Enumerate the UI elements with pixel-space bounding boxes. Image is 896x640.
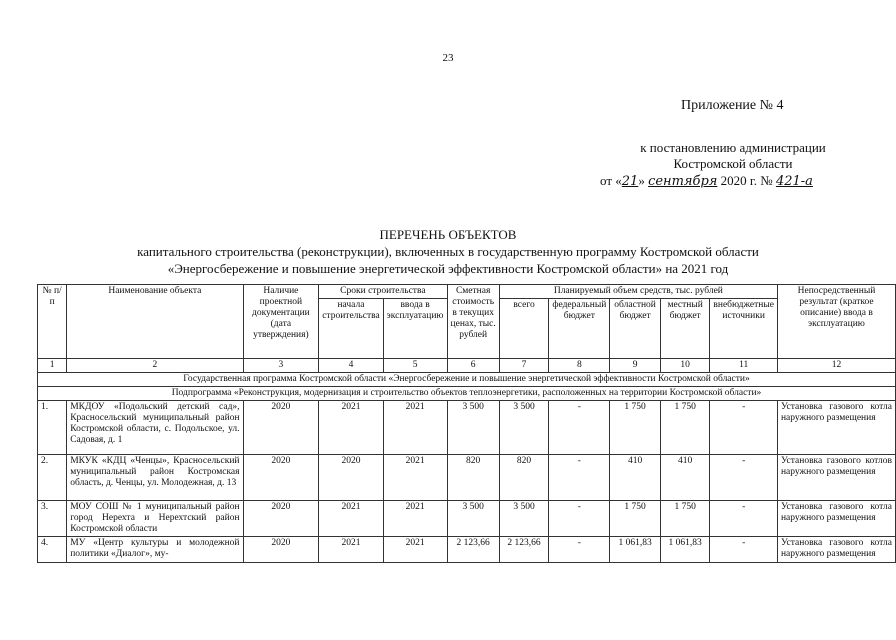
table-row (38, 401, 896, 455)
objects-table (37, 284, 896, 563)
col-number: 1 (38, 359, 67, 373)
result-description: Установка газового котла наружного размещения (777, 401, 895, 455)
estimated-cost: 820 (447, 455, 499, 501)
row-number: 4. (38, 537, 67, 563)
col-number: 4 (319, 359, 383, 373)
header-start: начала строительства (319, 299, 383, 359)
col-number: 3 (243, 359, 319, 373)
object-name: МОУ СОШ № 1 муниципальный район город Нерехта и Нерехтский район Костромской области (67, 501, 243, 537)
local-budget: 410 (660, 455, 710, 501)
extra-budget: - (710, 455, 778, 501)
object-name: МУ «Центр культуры и молодежной политики «Диалог», му- (67, 537, 243, 563)
total-amount: 820 (499, 455, 549, 501)
date-mid: » (638, 173, 649, 188)
col-number: 7 (499, 359, 549, 373)
commission-year: 2021 (383, 537, 447, 563)
title-line-2: капитального строительства (реконструкции), включенных в государственную программу Костромской области (137, 244, 759, 259)
docs-date: 2020 (243, 537, 319, 563)
col-number: 6 (447, 359, 499, 373)
docs-date: 2020 (243, 501, 319, 537)
subprogram-title: Подпрограмма «Реконструкция, модернизация и строительство объектов теплоэнергетики, расположенных на территории Костромской области» (38, 387, 896, 401)
estimated-cost: 3 500 (447, 401, 499, 455)
row-number: 1. (38, 401, 67, 455)
col-number: 2 (67, 359, 243, 373)
col-number: 10 (660, 359, 710, 373)
commission-year: 2021 (383, 455, 447, 501)
start-year: 2021 (319, 537, 383, 563)
col-number: 9 (610, 359, 661, 373)
regional-budget: 1 061,83 (610, 537, 661, 563)
local-budget: 1 750 (660, 401, 710, 455)
resolution-line-1: к постановлению администрации (640, 140, 826, 155)
regional-budget: 410 (610, 455, 661, 501)
header-total: всего (499, 299, 549, 359)
date-year: 2020 г. № (717, 173, 776, 188)
appendix-label: Приложение № 4 (681, 98, 784, 113)
column-number-row (38, 359, 896, 373)
header-extra: внебюджетные источники (710, 299, 778, 359)
extra-budget: - (710, 501, 778, 537)
local-budget: 1 061,83 (660, 537, 710, 563)
col-number: 5 (383, 359, 447, 373)
header-docs: Наличие проектной документации (дата утверждения) (243, 285, 319, 359)
object-name: МКУК «КДЦ «Ченцы», Красносельский муниципальный район Костромская область, д. Ченцы, ул. Молодежная, д. 13 (67, 455, 243, 501)
header-cost: Сметная стоимость в текущих ценах, тыс. рублей (447, 285, 499, 359)
extra-budget: - (710, 537, 778, 563)
header-row-1 (38, 285, 896, 299)
header-local: местный бюджет (660, 299, 710, 359)
title-line-3: «Энергосбережение и повышение энергетической эффективности Костромской области» на 2021 год (167, 261, 729, 276)
start-year: 2021 (319, 401, 383, 455)
header-result: Непосредственный результат (краткое описание) ввода в эксплуатацию (777, 285, 895, 359)
total-amount: 3 500 (499, 401, 549, 455)
local-budget: 1 750 (660, 501, 710, 537)
header-name: Наименование объекта (67, 285, 243, 359)
col-number: 8 (549, 359, 610, 373)
resolution-reference (598, 140, 868, 172)
extra-budget: - (710, 401, 778, 455)
col-number: 12 (777, 359, 895, 373)
federal-budget: - (549, 455, 610, 501)
handwritten-month: сентября (648, 174, 718, 189)
program-row (38, 373, 896, 387)
commission-year: 2021 (383, 501, 447, 537)
subprogram-row (38, 387, 896, 401)
total-amount: 3 500 (499, 501, 549, 537)
result-description: Установка газового котла наружного размещения (777, 501, 895, 537)
table-row (38, 501, 896, 537)
col-number: 11 (710, 359, 778, 373)
resolution-date (600, 173, 813, 189)
resolution-line-2: Костромской области (673, 156, 793, 171)
result-description: Установка газового котлов наружного размещения (777, 455, 895, 501)
regional-budget: 1 750 (610, 501, 661, 537)
header-planned: Планируемый объем средств, тыс. рублей (499, 285, 777, 299)
row-number: 2. (38, 455, 67, 501)
federal-budget: - (549, 401, 610, 455)
regional-budget: 1 750 (610, 401, 661, 455)
estimated-cost: 2 123,66 (447, 537, 499, 563)
object-name: МКДОУ «Подольский детский сад», Красносельский муниципальный район Костромской области, с. Подольское, ул. Садовая, д. 1 (67, 401, 243, 455)
start-year: 2021 (319, 501, 383, 537)
table-row (38, 537, 896, 563)
federal-budget: - (549, 501, 610, 537)
header-commission: ввода в эксплуатацию (383, 299, 447, 359)
title-line-1: ПЕРЕЧЕНЬ ОБЪЕКТОВ (379, 227, 517, 242)
start-year: 2020 (319, 455, 383, 501)
result-description: Установка газового котла наружного размещения (777, 537, 895, 563)
header-federal: федеральный бюджет (549, 299, 610, 359)
row-number: 3. (38, 501, 67, 537)
header-num: № п/п (38, 285, 67, 359)
estimated-cost: 3 500 (447, 501, 499, 537)
handwritten-day: 21 (621, 174, 639, 189)
header-terms: Сроки строительства (319, 285, 447, 299)
federal-budget: - (549, 537, 610, 563)
docs-date: 2020 (243, 455, 319, 501)
commission-year: 2021 (383, 401, 447, 455)
header-regional: областной бюджет (610, 299, 661, 359)
docs-date: 2020 (243, 401, 319, 455)
page-number: 23 (442, 52, 454, 64)
date-prefix: от « (600, 173, 622, 188)
program-title: Государственная программа Костромской области «Энергосбережение и повышение энергетической эффективности Костромской области» (38, 373, 896, 387)
document-title (0, 226, 896, 277)
handwritten-number: 421-а (775, 174, 813, 189)
table-row (38, 455, 896, 501)
total-amount: 2 123,66 (499, 537, 549, 563)
